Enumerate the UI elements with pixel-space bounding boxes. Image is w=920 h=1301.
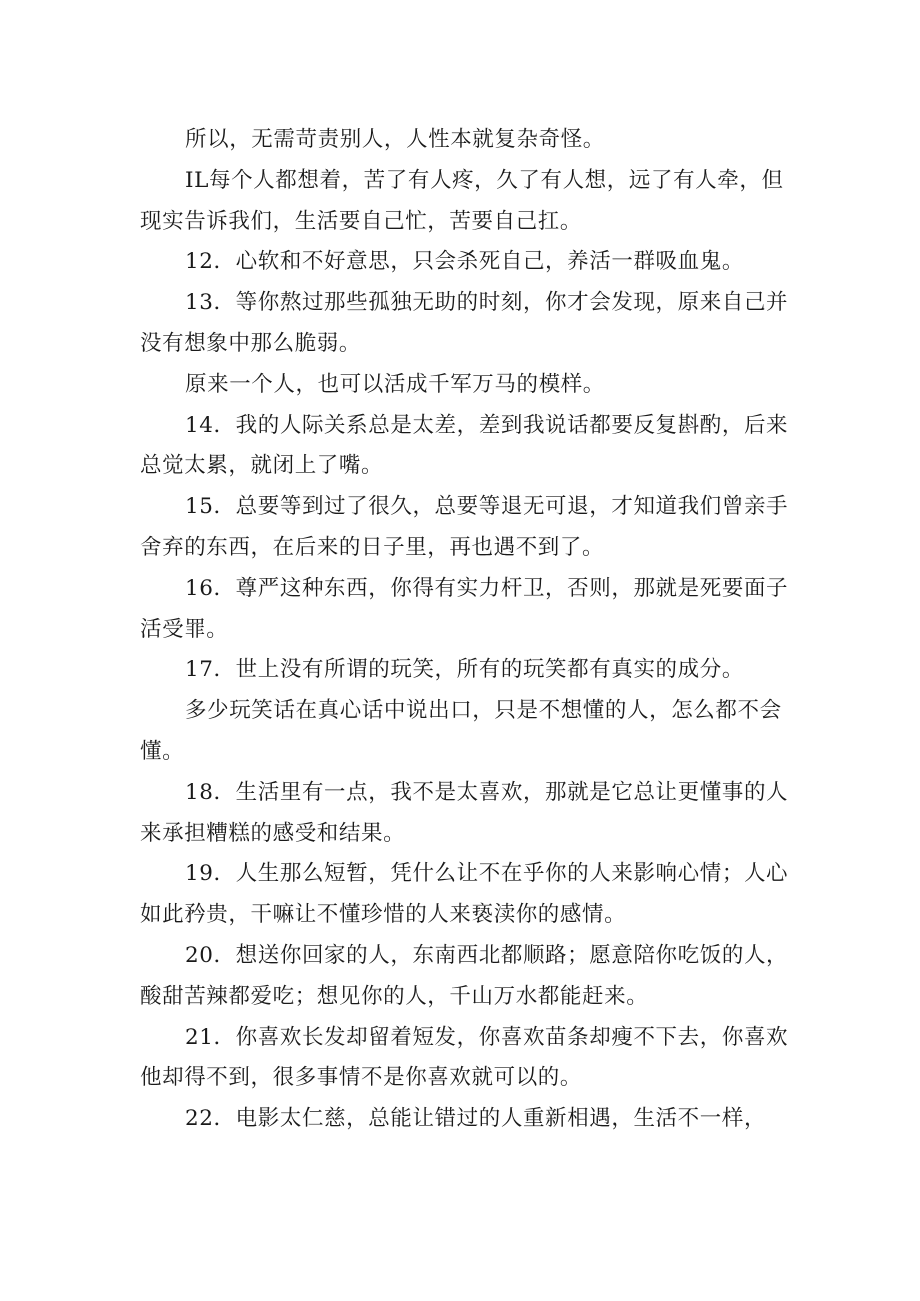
paragraph-12: 19．人生那么短暂，凭什么让不在乎你的人来影响心情；人心如此矜贵，干嘛让不懂珍惜的人来亵渎你的感情。: [140, 861, 789, 928]
paragraph-6: 14．我的人际关系总是太差，差到我说话都要反复斟酌，后来总觉太累，就闭上了嘴。: [140, 412, 789, 479]
paragraph-3: 12．心软和不好意思，只会杀死自己，养活一群吸血鬼。: [185, 249, 744, 275]
paragraph-5: 原来一个人，也可以活成千军万马的模样。: [185, 371, 605, 397]
paragraph-14: 21．你喜欢长发却留着短发，你喜欢苗条却瘦不下去，你喜欢他却得不到，很多事情不是你喜欢就可以的。: [140, 1024, 789, 1091]
paragraph-4: 13．等你熬过那些孤独无助的时刻，你才会发现，原来自己并没有想象中那么脆弱。: [140, 290, 789, 356]
paragraph-2: IL每个人都想着，苦了有人疼，久了有人想，远了有人牵，但现实告诉我们，生活要自己忙，苦要自己扛。: [140, 167, 784, 234]
paragraph-1: 所以，无需苛责别人，人性本就复杂奇怪。: [185, 127, 605, 152]
paragraph-7: 15．总要等到过了很久，总要等退无可退，才知道我们曾亲手舍弃的东西，在后来的日子里，再也遇不到了。: [140, 494, 789, 560]
paragraph-13: 20．想送你回家的人，东南西北都顺路；愿意陪你吃饭的人，酸甜苦辣都爱吃；想见你的人，千山万水都能赶来。: [140, 942, 789, 1009]
document-body: [140, 120, 800, 1140]
paragraph-9: 17．世上没有所谓的玩笑，所有的玩笑都有真实的成分。: [185, 657, 744, 683]
paragraph-8: 16．尊严这种东西，你得有实力杆卫，否则，那就是死要面子活受罪。: [140, 575, 789, 642]
paragraph-11: 18．生活里有一点，我不是太喜欢，那就是它总让更懂事的人来承担糟糕的感受和结果。: [140, 779, 789, 846]
paragraph-10: 多少玩笑话在真心话中说出口，只是不想懂的人，怎么都不会懂。: [140, 698, 782, 764]
paragraph-15: 22．电影太仁慈，总能让错过的人重新相遇，生活不一样，: [185, 1106, 767, 1132]
